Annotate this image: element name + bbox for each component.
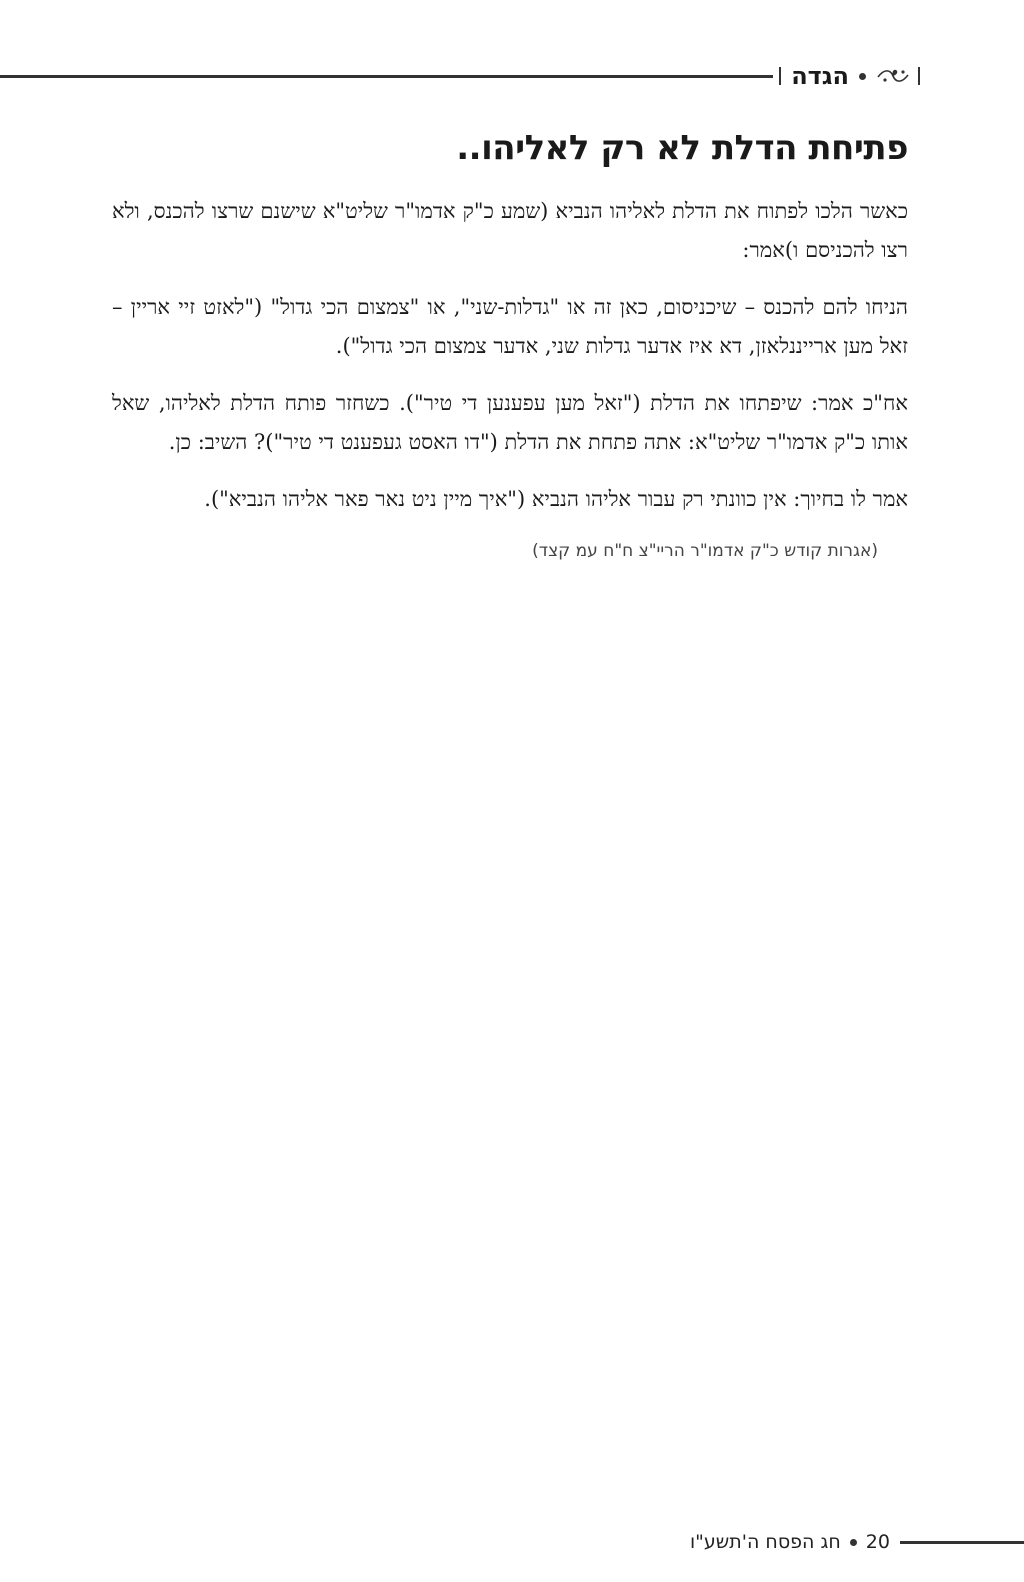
article-title: פתיחת הדלת לא רק לאליהו.. bbox=[456, 128, 908, 168]
running-header bbox=[0, 56, 920, 96]
source-citation: (אגרות קודש כ"ק אדמו"ר הריי"צ ח"ח עמ קצד) bbox=[532, 541, 878, 561]
article bbox=[112, 124, 908, 565]
fleuron-ornament-icon bbox=[876, 65, 910, 87]
article-paragraph: כאשר הלכו לפתוח את הדלת לאליהו הנביא (שמע כ"ק אדמו"ר שליט"א שישנם שרצו להכנס, ולא רצו להכניסם ו)אמר: bbox=[112, 199, 908, 262]
article-paragraph: הניחו להם להכנס – שיכניסום, כאן זה או "גדלות-שני", או "צמצום הכי גדול" ("לאזט זיי אריין – זאל מען ארייננלאזן, דא איז אדער גדלות שני, אדער צמצום הכי גדול"). bbox=[112, 295, 908, 358]
article-paragraph: אח"כ אמר: שיפתחו את הדלת ("זאל מען עפענען די טיר"). כשחזר פותח הדלת לאליהו, שאל אותו כ"ק אדמו"ר שליט"א: אתה פתחת את הדלת ("דו האסט געפענט די טיר")? השיב: כן. bbox=[112, 391, 908, 454]
section-title: הגדה bbox=[791, 62, 849, 90]
separator-dot bbox=[850, 1539, 857, 1546]
separator-dot bbox=[859, 73, 866, 80]
issue-name: חג הפסח ה'תשע"ו bbox=[690, 1531, 841, 1553]
header-rule-end-tick bbox=[779, 67, 781, 85]
footer-rule bbox=[900, 1541, 1024, 1544]
page-number: 20 bbox=[865, 1531, 890, 1553]
running-footer bbox=[690, 1522, 1024, 1562]
article-paragraph: אמר לו בחיוך: אין כוונתי רק עבור אליהו הנביא ("איך מיין ניט נאר פאר אליהו הנביא"). bbox=[204, 487, 908, 511]
header-rule-start-tick bbox=[918, 67, 920, 85]
header-rule bbox=[0, 75, 773, 78]
